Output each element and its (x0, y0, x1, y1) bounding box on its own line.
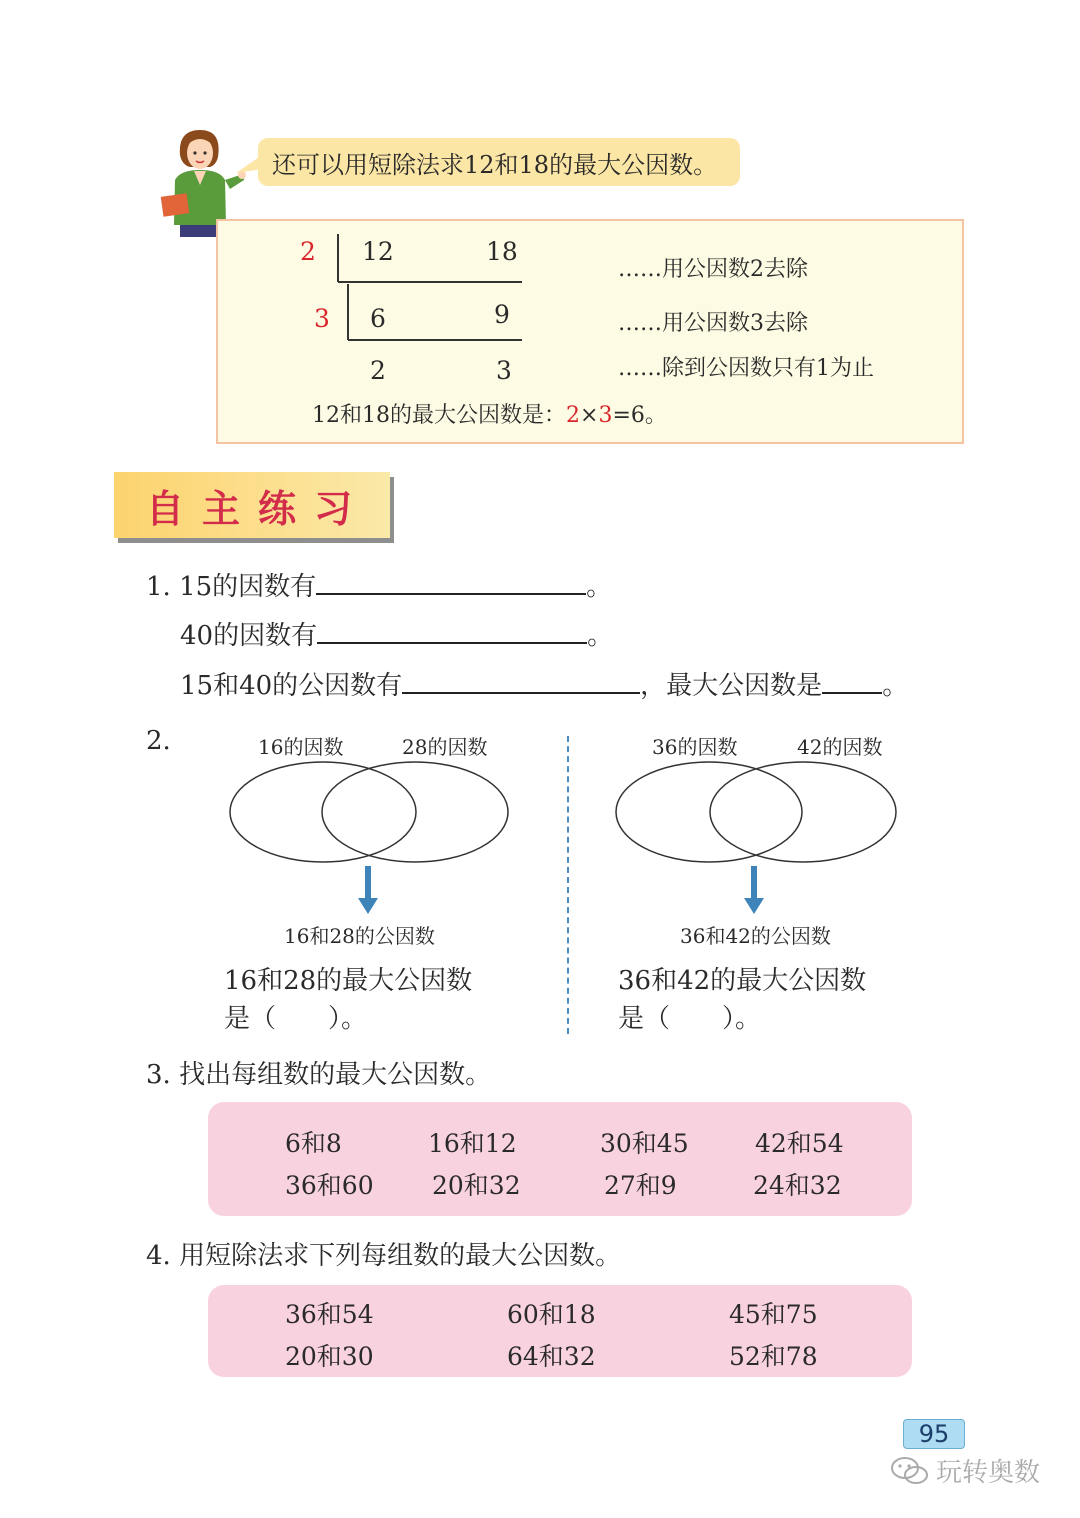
result-times: × (580, 403, 599, 428)
venn-right-set-b-label: 42的因数 (797, 735, 883, 759)
q2-divider (567, 736, 569, 1034)
q2-right-question-line1: 36和42的最大公因数 (618, 966, 867, 996)
q1-line2-label: 40的因数有 (180, 621, 318, 651)
q1-line3-end: 。 (882, 671, 909, 701)
result-prefix: 12和18的最大公因数是： (312, 403, 566, 428)
quotient-2: 2 (370, 356, 386, 385)
q1-line3-mid: ，最大公因数是 (640, 671, 823, 701)
q1-line2-end: 。 (587, 621, 614, 651)
dividend-18: 18 (486, 237, 518, 266)
q2-left-question-line2: 是（ ）。 (224, 1004, 368, 1034)
q3-cell: 36和60 (285, 1171, 374, 1200)
q2-left-question-line1: 16和28的最大公因数 (224, 966, 473, 996)
watermark-text: 玩转奥数 (936, 1458, 1041, 1488)
q3-title: 3. 找出每组数的最大公因数。 (146, 1060, 492, 1090)
speech-bubble-text: 还可以用短除法求12和18的最大公因数。 (272, 151, 718, 179)
dividend-12: 12 (362, 237, 394, 266)
divisor-3: 3 (314, 304, 330, 333)
q3-cell: 27和9 (604, 1171, 677, 1200)
q1-blank-2[interactable] (317, 636, 587, 644)
q1-blank-1[interactable] (316, 587, 586, 595)
q4-cell: 36和54 (285, 1300, 374, 1329)
note-divide-by-2: ……用公因数2去除 (618, 257, 808, 282)
q3-cell: 16和12 (428, 1129, 517, 1158)
divisor-2: 2 (300, 237, 316, 266)
q1-blank-4[interactable] (822, 686, 882, 694)
venn-diagram-left (228, 760, 513, 920)
venn-diagram-right (614, 760, 899, 920)
q4-title: 4. 用短除法求下列每组数的最大公因数。 (146, 1241, 622, 1271)
q3-cell: 42和54 (755, 1129, 844, 1158)
quotient-3: 3 (496, 356, 512, 385)
q1-line3 (180, 665, 908, 702)
note-stop-at-1: ……除到公因数只有1为止 (618, 356, 874, 381)
venn-right-set-a-label: 36的因数 (652, 735, 738, 759)
q3-cell: 20和32 (432, 1171, 521, 1200)
venn-left-common-label: 16和28的公因数 (284, 924, 435, 948)
q3-cell: 6和8 (285, 1129, 342, 1158)
q3-cell: 30和45 (600, 1129, 689, 1158)
page-number: 95 (903, 1419, 965, 1449)
venn-left-set-a-label: 16的因数 (258, 735, 344, 759)
result-suffix: =6。 (612, 403, 667, 428)
venn-left-set-b-label: 28的因数 (402, 735, 488, 759)
note-divide-by-3: ……用公因数3去除 (618, 311, 808, 336)
watermark (890, 1452, 1040, 1489)
q2-number: 2. (146, 726, 171, 756)
q1-line3-label: 15和40的公因数有 (180, 671, 403, 701)
quotient-6: 6 (370, 304, 386, 333)
q4-cell: 60和18 (507, 1300, 596, 1329)
wechat-icon (890, 1455, 930, 1487)
q4-cell: 45和75 (729, 1300, 818, 1329)
quotient-9: 9 (494, 300, 510, 329)
q4-cell: 52和78 (729, 1342, 818, 1371)
section-title: 自主练习 (146, 486, 371, 531)
q4-cell: 64和32 (507, 1342, 596, 1371)
q1-line1-label: 1. 15的因数有 (146, 572, 317, 602)
q2-right-question-line2: 是（ ）。 (618, 1004, 762, 1034)
section-header (114, 472, 390, 538)
q3-cell: 24和32 (753, 1171, 842, 1200)
q1-line1 (146, 566, 612, 603)
q1-blank-3[interactable] (402, 686, 640, 694)
venn-right-common-label: 36和42的公因数 (680, 924, 831, 948)
q4-cell: 20和30 (285, 1342, 374, 1371)
example-result (312, 398, 667, 429)
result-factor-2: 2 (566, 403, 580, 428)
q1-line2 (180, 615, 613, 652)
q1-line1-end: 。 (586, 572, 613, 602)
result-factor-3: 3 (598, 403, 613, 428)
